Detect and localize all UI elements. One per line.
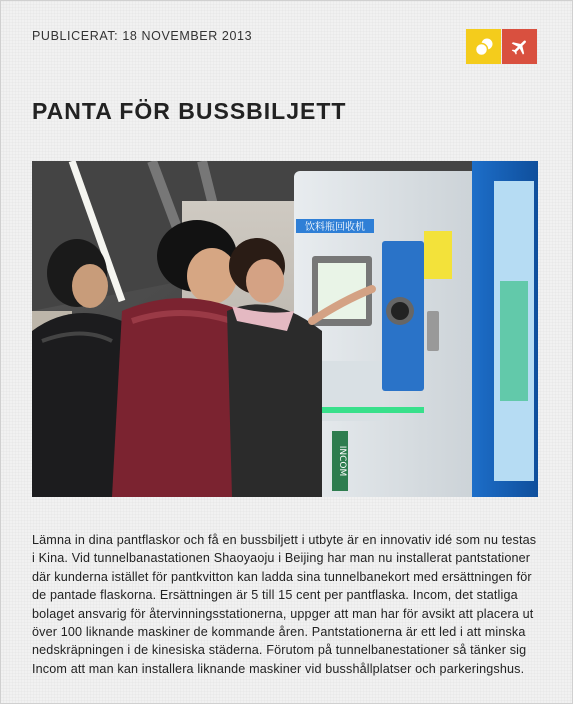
machine-brand-text: INCOM: [337, 445, 347, 477]
travel-category-button[interactable]: [502, 29, 537, 64]
article-body: Lämna in dina pantflaskor och få en bussbiljett i utbyte är en innovativ idé som nu testas i Kina. Vid tunnelbanastationen Shaoyaoju i Beijing har man nu installerat pantstationer där kunderna istället för pantkvitton kan ladda sina tunnelbanekort med ersättningen för de pantade flaskorna. Ersättningen är 5 till 15 cent per pantflaska. Incom, det statliga bolaget ansvarig för återvinningsstationerna, uppger att man har för avsikt att placera ut över 100 liknande maskiner de kommande åren. Pantstationerna är ett led i att minska nedskräpningen i de kinesiska städerna. Förutom på tunnelbanestationer så tänker sig Incom att man kan installera liknande maskiner vid busshållplatser och parkeringshus.: [32, 533, 537, 676]
coins-icon: [473, 36, 495, 58]
recycling-machine-photo: [32, 161, 538, 497]
coins-category-button[interactable]: [466, 29, 501, 64]
category-buttons: [466, 29, 537, 64]
article-photo: [32, 161, 538, 497]
publish-date: PUBLICERAT: 18 NOVEMBER 2013: [32, 29, 253, 43]
machine-sign-text: 饮料瓶回收机: [305, 222, 365, 233]
article-title: PANTA FÖR BUSSBILJETT: [32, 98, 347, 124]
airplane-icon: [510, 37, 530, 57]
